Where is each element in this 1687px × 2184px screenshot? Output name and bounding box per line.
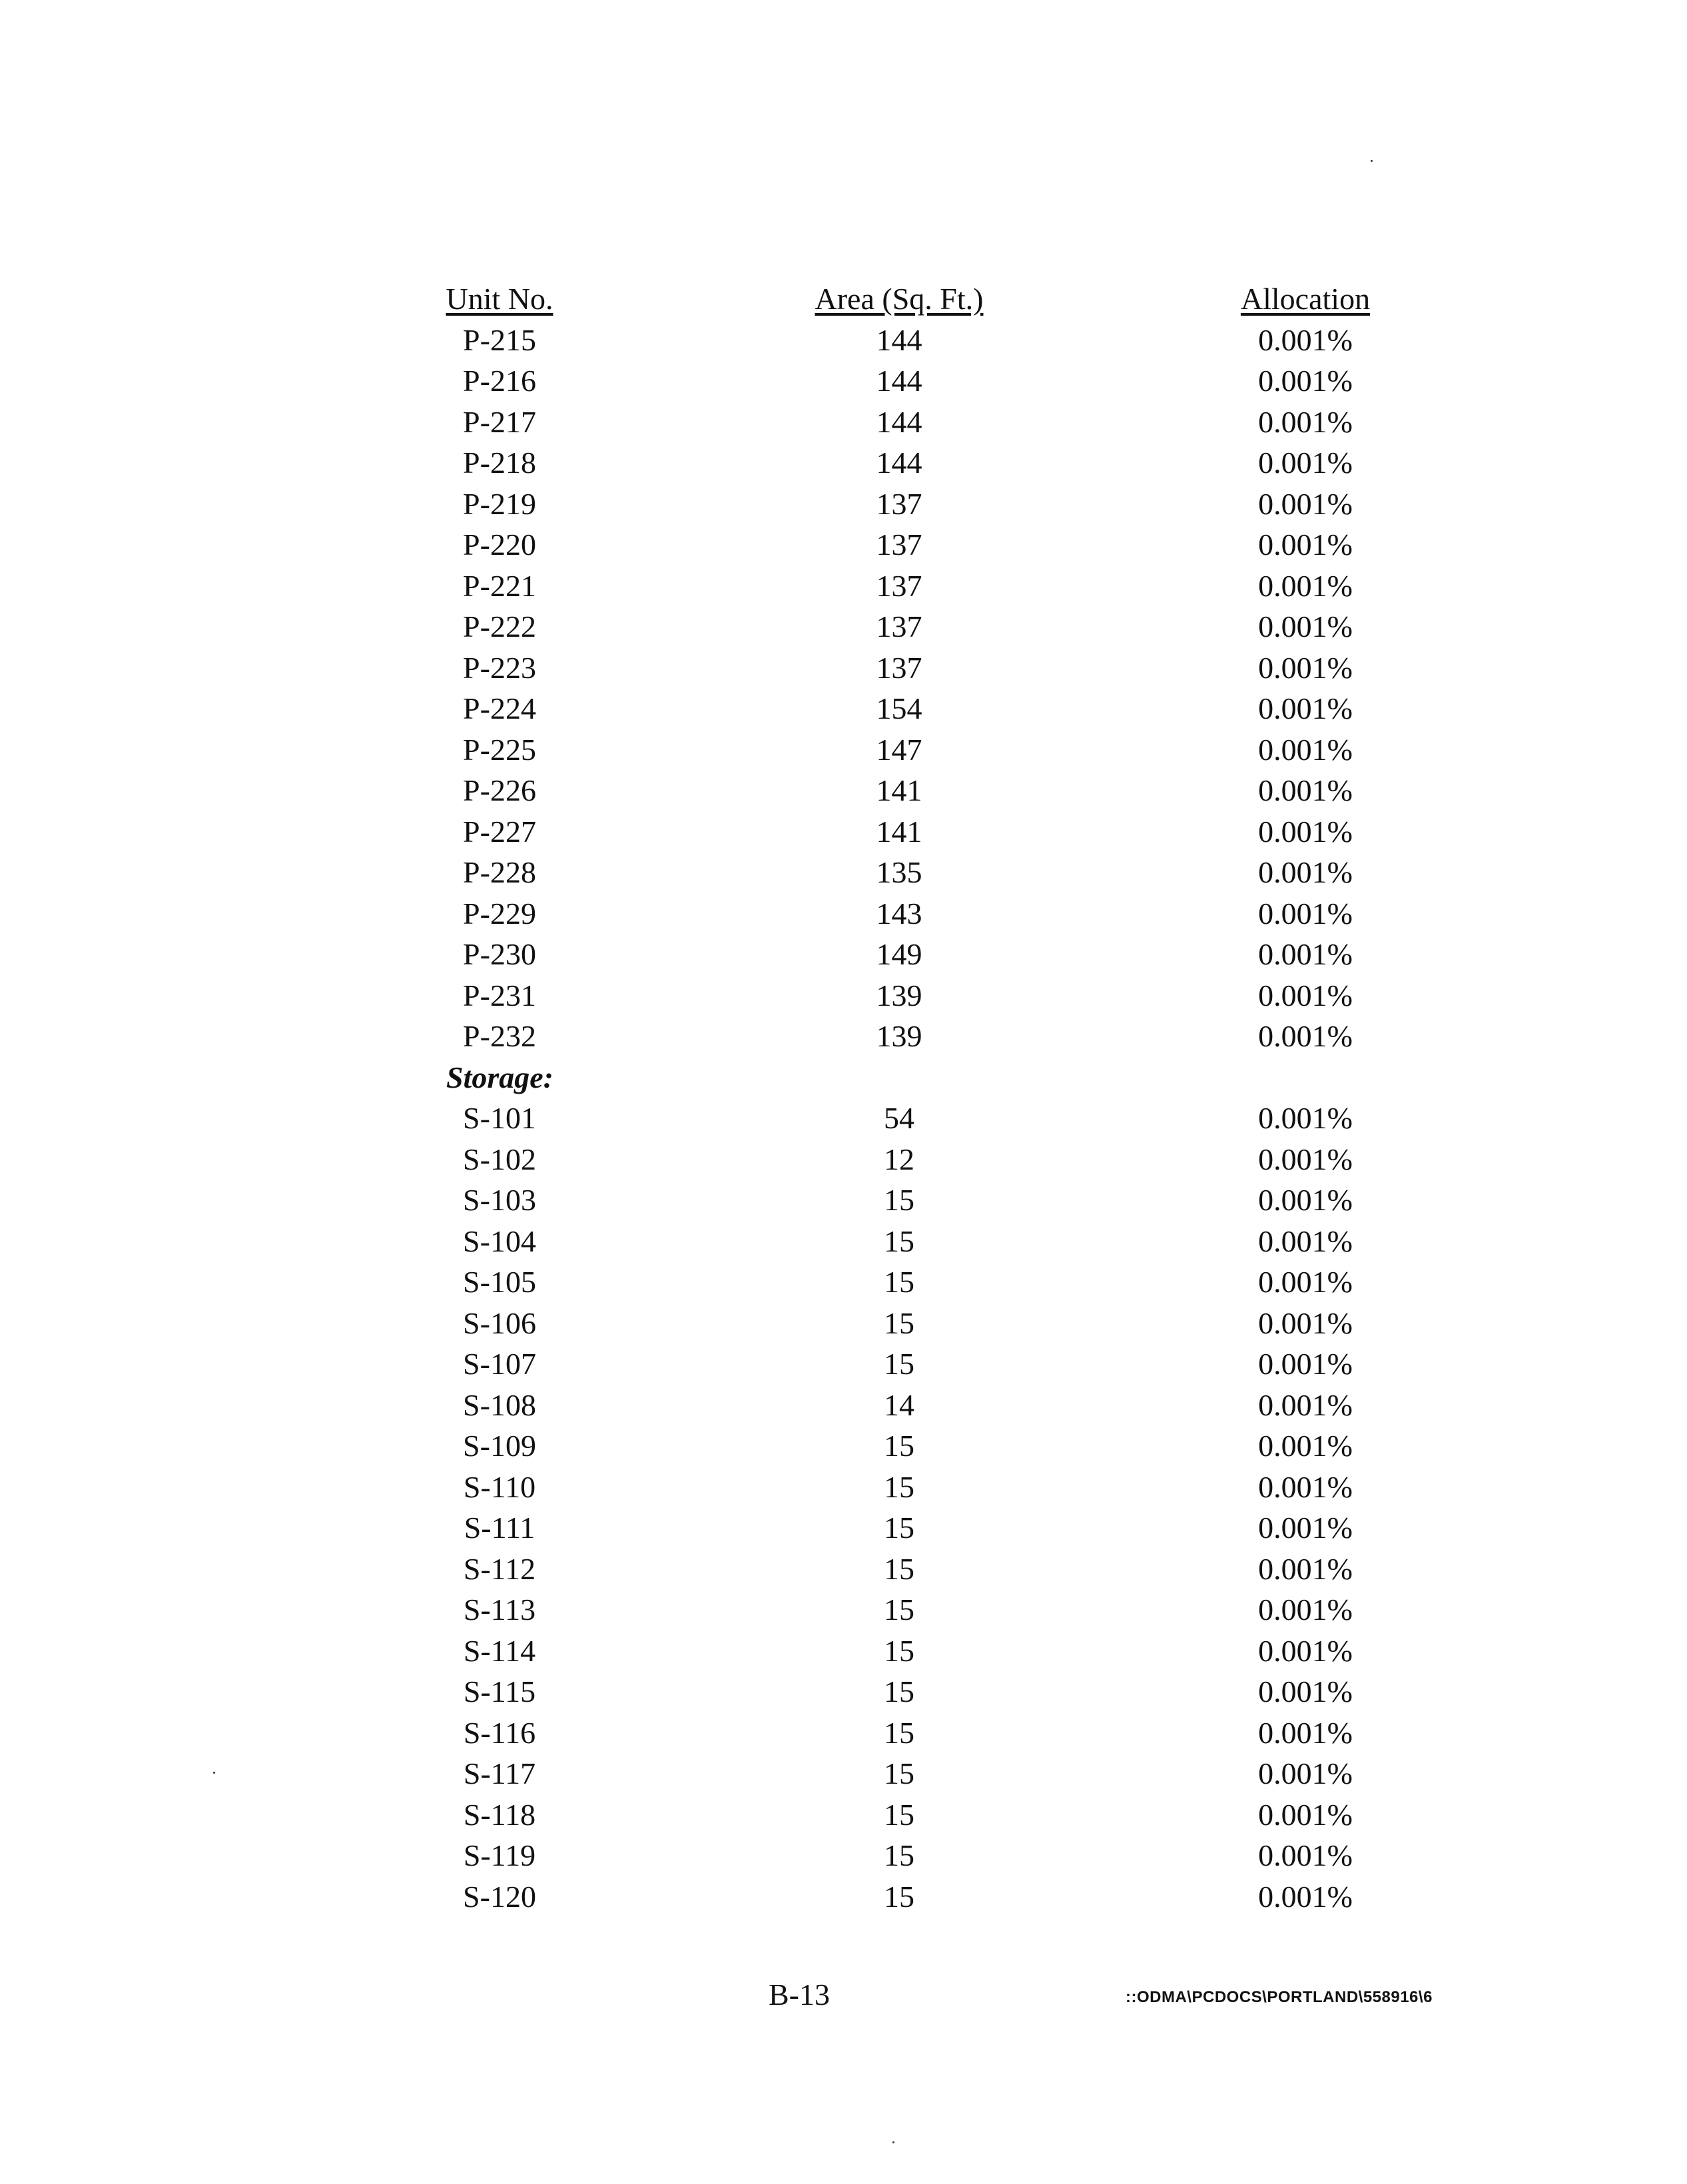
- table-header-row: [400, 278, 1439, 320]
- table-row: [400, 1385, 1439, 1426]
- unit-cell: S-102: [463, 1142, 536, 1176]
- unit-cell: S-112: [463, 1551, 536, 1586]
- table-row: [400, 320, 1439, 361]
- unit-cell: S-118: [463, 1797, 536, 1832]
- table-row: [400, 1507, 1439, 1549]
- area-cell: 15: [884, 1593, 914, 1627]
- table-row: [400, 1180, 1439, 1221]
- table-row: [400, 1221, 1439, 1262]
- area-cell: 137: [876, 609, 922, 643]
- area-cell: 12: [884, 1142, 914, 1176]
- allocation-cell: 0.001%: [1258, 1142, 1353, 1176]
- allocation-cell: 0.001%: [1258, 1674, 1353, 1708]
- unit-allocation-table: [400, 278, 1439, 1917]
- unit-cell: S-114: [463, 1633, 536, 1668]
- allocation-cell: 0.001%: [1258, 1838, 1353, 1872]
- area-cell: 137: [876, 568, 922, 603]
- table-row: [400, 1794, 1439, 1836]
- table-row: [400, 770, 1439, 811]
- area-cell: 143: [876, 896, 922, 930]
- area-cell: 147: [876, 732, 922, 767]
- area-cell: 15: [884, 1183, 914, 1217]
- scan-speck: [213, 1772, 215, 1774]
- area-cell: 15: [884, 1305, 914, 1340]
- area-cell: 141: [876, 773, 922, 807]
- unit-cell: P-227: [463, 814, 536, 849]
- area-cell: 15: [884, 1511, 914, 1545]
- area-cell: 15: [884, 1879, 914, 1914]
- area-cell: 144: [876, 364, 922, 398]
- unit-cell: P-225: [463, 732, 536, 767]
- table-row: [400, 360, 1439, 402]
- table-row: [400, 647, 1439, 689]
- allocation-cell: 0.001%: [1258, 814, 1353, 849]
- allocation-cell: 0.001%: [1258, 1224, 1353, 1258]
- table-row: [400, 1303, 1439, 1344]
- table-row: [400, 811, 1439, 853]
- unit-cell: P-224: [463, 691, 536, 725]
- table-row: [400, 1876, 1439, 1918]
- table-row: [400, 934, 1439, 975]
- area-cell: 144: [876, 446, 922, 480]
- area-cell: 15: [884, 1429, 914, 1463]
- table-row: [400, 1712, 1439, 1754]
- allocation-cell: 0.001%: [1258, 773, 1353, 807]
- storage-section-heading: [400, 1057, 1439, 1098]
- allocation-cell: 0.001%: [1258, 650, 1353, 685]
- unit-cell: P-217: [463, 404, 536, 439]
- area-cell: 137: [876, 650, 922, 685]
- table-row: [400, 1835, 1439, 1876]
- unit-cell: S-116: [463, 1715, 536, 1750]
- table-row: [400, 1631, 1439, 1672]
- table-row: [400, 1343, 1439, 1385]
- area-cell: 15: [884, 1551, 914, 1586]
- area-cell: 15: [884, 1715, 914, 1750]
- scan-speck: [892, 2141, 894, 2143]
- allocation-cell: 0.001%: [1258, 1551, 1353, 1586]
- scan-speck: [1371, 160, 1373, 162]
- table-row: [400, 1549, 1439, 1590]
- unit-cell: S-120: [463, 1879, 536, 1914]
- allocation-cell: 0.001%: [1258, 1387, 1353, 1422]
- unit-cell: P-228: [463, 855, 536, 889]
- area-cell: 14: [884, 1387, 914, 1422]
- unit-cell: P-215: [463, 322, 536, 357]
- allocation-cell: 0.001%: [1258, 528, 1353, 561]
- allocation-cell: 0.001%: [1258, 732, 1353, 767]
- unit-cell: S-113: [463, 1593, 536, 1627]
- allocation-cell: 0.001%: [1258, 1183, 1353, 1217]
- unit-cell: P-226: [463, 773, 536, 807]
- area-cell: 15: [884, 1347, 914, 1381]
- unit-cell: S-119: [463, 1838, 536, 1872]
- table-row: [400, 1671, 1439, 1712]
- area-cell: 54: [884, 1101, 914, 1135]
- area-cell: 139: [876, 1019, 922, 1053]
- header-unit-no: Unit No.: [446, 282, 553, 316]
- table-row: [400, 975, 1439, 1016]
- unit-cell: S-115: [463, 1674, 536, 1708]
- unit-cell: S-109: [463, 1429, 536, 1463]
- table-row: [400, 1262, 1439, 1303]
- unit-cell: P-218: [463, 446, 536, 480]
- table-row: [400, 402, 1439, 443]
- area-cell: 15: [884, 1224, 914, 1258]
- unit-cell: P-229: [463, 896, 536, 930]
- allocation-cell: 0.001%: [1258, 486, 1353, 521]
- parking-rows-group: [400, 320, 1439, 1057]
- unit-cell: P-223: [463, 650, 536, 685]
- allocation-cell: 0.001%: [1258, 1797, 1353, 1832]
- allocation-cell: 0.001%: [1258, 1347, 1353, 1381]
- table-row: [400, 729, 1439, 771]
- area-cell: 15: [884, 1469, 914, 1504]
- allocation-cell: 0.001%: [1258, 978, 1353, 1012]
- table-row: [400, 1753, 1439, 1794]
- area-cell: 15: [884, 1756, 914, 1790]
- allocation-cell: 0.001%: [1258, 1593, 1353, 1627]
- unit-cell: S-108: [463, 1387, 536, 1422]
- allocation-cell: 0.001%: [1258, 937, 1353, 971]
- unit-cell: S-111: [464, 1511, 535, 1545]
- allocation-cell: 0.001%: [1258, 568, 1353, 603]
- table-row: [400, 852, 1439, 893]
- allocation-cell: 0.001%: [1258, 1879, 1353, 1914]
- area-cell: 135: [876, 855, 922, 889]
- document-path: ::ODMA\PCDOCS\PORTLAND\558916\6: [1126, 1988, 1433, 2006]
- area-cell: 141: [876, 814, 922, 849]
- unit-cell: P-231: [463, 978, 536, 1012]
- area-cell: 149: [876, 937, 922, 971]
- area-cell: 137: [876, 486, 922, 521]
- unit-cell: P-230: [463, 937, 536, 971]
- table-row: [400, 1467, 1439, 1508]
- table-row: [400, 484, 1439, 525]
- unit-cell: S-101: [463, 1101, 536, 1135]
- allocation-cell: 0.001%: [1258, 404, 1353, 439]
- table-row: [400, 688, 1439, 729]
- area-cell: 137: [876, 528, 922, 561]
- allocation-cell: 0.001%: [1258, 322, 1353, 357]
- allocation-cell: 0.001%: [1258, 1101, 1353, 1135]
- allocation-cell: 0.001%: [1258, 1756, 1353, 1790]
- area-cell: 15: [884, 1797, 914, 1832]
- table-row: [400, 893, 1439, 934]
- header-allocation: Allocation: [1240, 282, 1371, 316]
- unit-cell: S-107: [463, 1347, 536, 1381]
- table-row: [400, 1425, 1439, 1467]
- page-number: B-13: [769, 1978, 830, 2011]
- table-row: [400, 1139, 1439, 1180]
- unit-cell: S-110: [463, 1469, 536, 1504]
- unit-cell: P-216: [463, 364, 536, 398]
- allocation-cell: 0.001%: [1258, 1469, 1353, 1504]
- allocation-cell: 0.001%: [1258, 1429, 1353, 1463]
- allocation-cell: 0.001%: [1258, 1715, 1353, 1750]
- table-row: [400, 565, 1439, 607]
- header-area: Area (Sq. Ft.): [815, 282, 984, 316]
- allocation-cell: 0.001%: [1258, 1511, 1353, 1545]
- allocation-cell: 0.001%: [1258, 446, 1353, 480]
- allocation-cell: 0.001%: [1258, 1019, 1353, 1053]
- storage-rows-group: [400, 1098, 1439, 1917]
- allocation-cell: 0.001%: [1258, 609, 1353, 643]
- area-cell: 15: [884, 1633, 914, 1668]
- unit-cell: P-221: [463, 568, 536, 603]
- area-cell: 15: [884, 1674, 914, 1708]
- allocation-cell: 0.001%: [1258, 855, 1353, 889]
- area-cell: 144: [876, 404, 922, 439]
- unit-cell: S-117: [463, 1756, 536, 1790]
- unit-cell: P-219: [463, 486, 536, 521]
- allocation-cell: 0.001%: [1258, 1633, 1353, 1668]
- area-cell: 139: [876, 978, 922, 1012]
- unit-cell: P-220: [463, 528, 536, 561]
- allocation-cell: 0.001%: [1258, 691, 1353, 725]
- allocation-cell: 0.001%: [1258, 1305, 1353, 1340]
- area-cell: 15: [884, 1265, 914, 1299]
- table-row: [400, 1098, 1439, 1139]
- unit-cell: S-106: [463, 1305, 536, 1340]
- table-row: [400, 442, 1439, 484]
- allocation-cell: 0.001%: [1258, 1265, 1353, 1299]
- unit-cell: P-232: [463, 1019, 536, 1053]
- table-row: [400, 1589, 1439, 1631]
- storage-label: Storage:: [446, 1060, 553, 1094]
- table-row: [400, 524, 1439, 565]
- allocation-cell: 0.001%: [1258, 364, 1353, 398]
- area-cell: 15: [884, 1838, 914, 1872]
- table-row: [400, 1016, 1439, 1057]
- unit-cell: P-222: [463, 609, 536, 643]
- table-row: [400, 606, 1439, 647]
- area-cell: 154: [876, 691, 922, 725]
- unit-cell: S-103: [463, 1183, 536, 1217]
- allocation-cell: 0.001%: [1258, 896, 1353, 930]
- unit-cell: S-105: [463, 1265, 536, 1299]
- unit-cell: S-104: [463, 1224, 536, 1258]
- area-cell: 144: [876, 322, 922, 357]
